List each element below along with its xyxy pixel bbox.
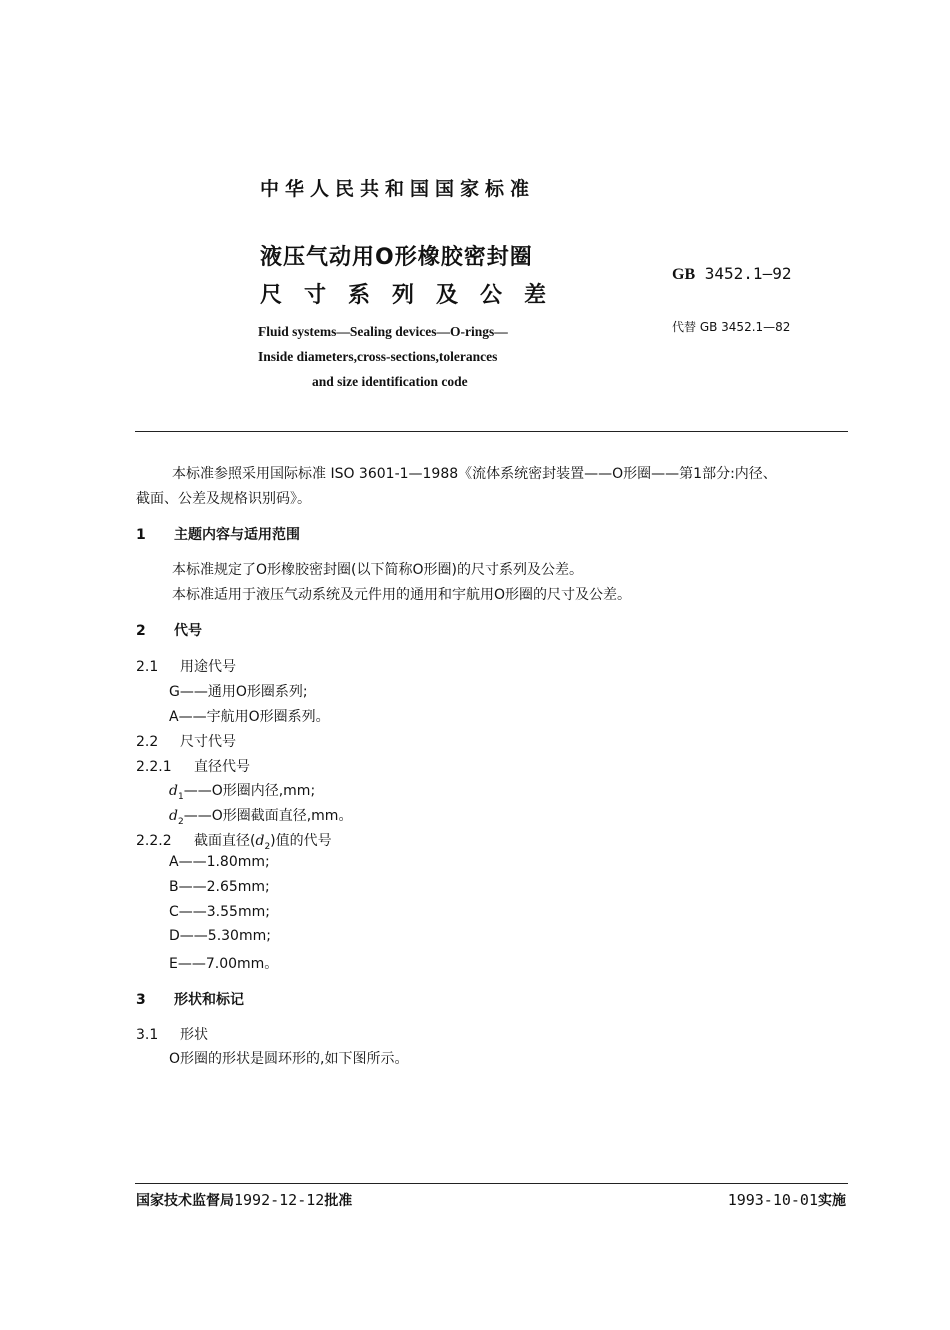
d1-definition [169, 780, 315, 802]
implementation-date: 1993-10-01 [727, 1191, 818, 1209]
section-2-number: 2 [136, 623, 146, 639]
section-2-2-number: 2.2 [136, 734, 159, 750]
d2-subscript: 2 [177, 816, 184, 827]
section-2-2-2-title-a: 截面直径( [194, 833, 256, 849]
section-2-1-heading [136, 656, 236, 676]
section-1-para2: 本标准适用于液压气动系统及元件用的通用和宇航用O形圈的尺寸及公差。 [172, 587, 632, 603]
section-2-2-2-subscript: 2 [264, 841, 271, 852]
section-2-1-title: 用途代号 [180, 659, 236, 675]
d1-text: ——O形圈内径,mm; [183, 783, 316, 799]
section-1-number: 1 [136, 527, 146, 543]
document-title-line2: 尺寸系列及公差 [260, 283, 569, 308]
standard-org-title: 中华人民共和国国家标准 [260, 178, 536, 200]
section-2-2-2-heading [136, 830, 332, 852]
code-list-item: B——2.65mm; [169, 879, 270, 895]
section-3-number: 3 [136, 992, 146, 1008]
code-list-item: D——5.30mm; [169, 928, 271, 944]
intro-line1: 本标准参照采用国际标准 ISO 3601-1—1988《流体系统密封装置——O形圈——第1部分:内径、 [172, 466, 777, 482]
section-2-2-heading [136, 731, 236, 751]
section-2-2-1-heading [136, 756, 250, 776]
d2-definition [169, 805, 352, 827]
implementation-line [728, 1190, 846, 1210]
english-title-line3: and size identification code [312, 374, 468, 389]
section-1-title: 主题内容与适用范围 [174, 527, 300, 543]
d1-subscript: 1 [177, 791, 184, 802]
approval-date: 1992-12-12 [234, 1191, 325, 1209]
section-3-1-title: 形状 [180, 1027, 208, 1043]
header-divider [135, 431, 848, 432]
implementation-suffix: 实施 [818, 1193, 846, 1209]
approval-org: 国家技术监督局 [136, 1193, 234, 1209]
section-2-2-2-symbol: d [255, 833, 265, 849]
d1-symbol: d [169, 783, 178, 799]
section-2-2-1-number: 2.2.1 [136, 759, 172, 775]
section-3-1-heading [136, 1024, 208, 1044]
english-title-line2: Inside diameters,cross-sections,tolerances [258, 349, 498, 364]
section-1-para1: 本标准规定了O形橡胶密封圈(以下简称O形圈)的尺寸系列及公差。 [172, 562, 583, 578]
code-list-item: C——3.55mm; [169, 904, 270, 920]
standard-prefix: GB [672, 266, 696, 283]
approval-suffix: 批准 [324, 1193, 353, 1209]
approval-line [136, 1190, 352, 1210]
section-1-heading [136, 524, 300, 544]
section-3-title: 形状和标记 [174, 992, 244, 1008]
footer-divider [135, 1183, 848, 1184]
section-2-2-1-title: 直径代号 [194, 759, 250, 775]
code-list-item: A——1.80mm; [169, 854, 270, 870]
section-2-2-title: 尺寸代号 [180, 734, 236, 750]
standard-number [672, 264, 791, 284]
intro-line2: 截面、公差及规格识别码》。 [136, 491, 311, 507]
document-title-line1: 液压气动用O形橡胶密封圈 [260, 245, 533, 270]
d2-symbol: d [169, 808, 178, 824]
d2-text: ——O形圈截面直径,mm。 [183, 808, 353, 824]
code-general: G——通用O形圈系列; [169, 684, 308, 700]
section-2-title: 代号 [174, 623, 202, 639]
section-3-1-text: O形圈的形状是圆环形的,如下图所示。 [169, 1051, 409, 1067]
english-title-line1: Fluid systems—Sealing devices—O-rings— [258, 324, 508, 339]
code-list-item: E——7.00mm。 [169, 956, 279, 972]
replaces-note: 代替 GB 3452.1—82 [672, 320, 791, 334]
section-2-1-number: 2.1 [136, 659, 159, 675]
code-aerospace: A——宇航用O形圈系列。 [169, 709, 330, 725]
section-2-heading [136, 620, 202, 640]
standard-code: 3452.1—92 [704, 264, 792, 283]
section-3-1-number: 3.1 [136, 1027, 159, 1043]
section-3-heading [136, 989, 244, 1009]
section-2-2-2-title-b: )值的代号 [270, 833, 332, 849]
section-2-2-2-number: 2.2.2 [136, 833, 172, 849]
